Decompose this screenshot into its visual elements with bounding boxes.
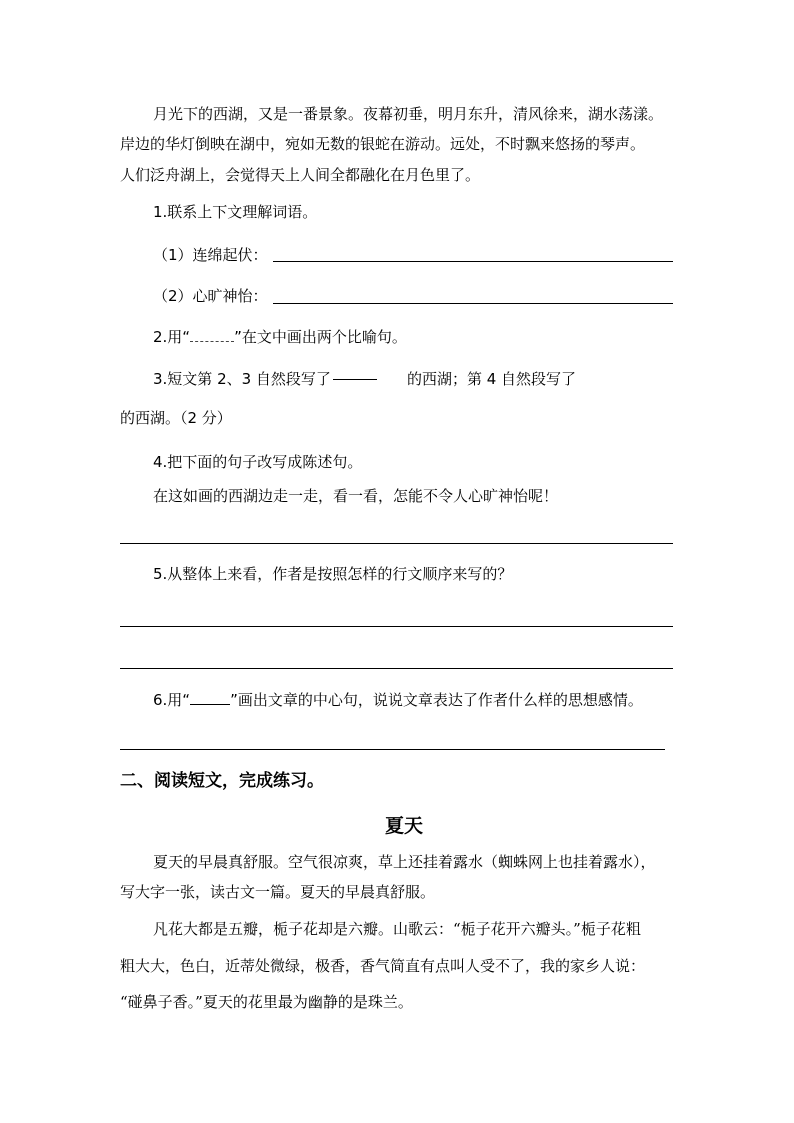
q1-b-label: （2）心旷神怡： (153, 287, 268, 305)
q1-a-label: （1）连绵起伏： (153, 246, 268, 264)
q6-prompt-pre: 6.用“ (153, 691, 191, 709)
q4-prompt: 4.把下面的句子改写成陈述句。 (153, 453, 363, 471)
section-2-heading: 二、阅读短文，完成练习。 (120, 771, 324, 791)
wavy-underline-mark (190, 331, 234, 342)
summer-p2-line-2: 粗大大，色白，近蒂处微绿，极香，香气简直有点叫人受不了，我的家乡人说： (120, 957, 646, 975)
summer-p2-line-1: 凡花大都是五瓣，栀子花却是六瓣。山歌云：“栀子花开六瓣头。”栀子花粗 (153, 920, 641, 938)
q3-prompt (153, 369, 576, 389)
q2-prompt (153, 327, 407, 347)
summer-p2-line-3: “碰鼻子香。”夏天的花里最为幽静的是珠兰。 (120, 993, 413, 1011)
q4-answer-line[interactable] (120, 543, 673, 544)
q1-prompt: 1.联系上下文理解词语。 (153, 203, 318, 221)
passage-line-2: 岸边的华灯倒映在湖中，宛如无数的银蛇在游动。远处，不时飘来悠扬的琴声。 (120, 135, 646, 153)
q5-answer-line-2[interactable] (120, 668, 673, 669)
q5-answer-line-1[interactable] (120, 626, 673, 627)
summer-p1-line-1: 夏天的早晨真舒服。空气很凉爽，草上还挂着露水（蜘蛛网上也挂着露水）， (153, 853, 656, 871)
summer-title: 夏天 (385, 815, 424, 837)
q3-prompt-pre: 3.短文第 2、3 自然段写了 (153, 370, 331, 388)
q4-sentence: 在这如画的西湖边走一走，看一看，怎能不令人心旷神怡呢！ (153, 487, 559, 505)
summer-p1-line-2: 写大字一张，读古文一篇。夏天的早晨真舒服。 (120, 883, 436, 901)
q5-prompt: 5.从整体上来看，作者是按照怎样的行文顺序来写的？ (153, 565, 513, 583)
q6-prompt (153, 690, 643, 710)
q3-prompt-mid: 的西湖；第 4 自然段写了 (406, 370, 577, 388)
passage-line-3: 人们泛舟湖上，会觉得天上人间全都融化在月色里了。 (120, 166, 481, 184)
q6-answer-line[interactable] (120, 749, 665, 750)
q3-blank-1[interactable] (333, 379, 377, 380)
straight-underline-mark (190, 694, 230, 705)
q1-b-answer-line[interactable] (273, 303, 673, 304)
passage-line-1: 月光下的西湖，又是一番景象。夜幕初垂，明月东升，清风徐来，湖水荡漾。 (153, 105, 664, 123)
q2-prompt-post: ”在文中画出两个比喻句。 (234, 328, 407, 346)
q1-a-answer-line[interactable] (273, 261, 673, 262)
q6-prompt-post: ”画出文章的中心句，说说文章表达了作者什么样的思想感情。 (230, 691, 643, 709)
q3-prompt-cont: 的西湖。（2 分） (120, 409, 232, 427)
q2-prompt-pre: 2.用“ (153, 328, 191, 346)
